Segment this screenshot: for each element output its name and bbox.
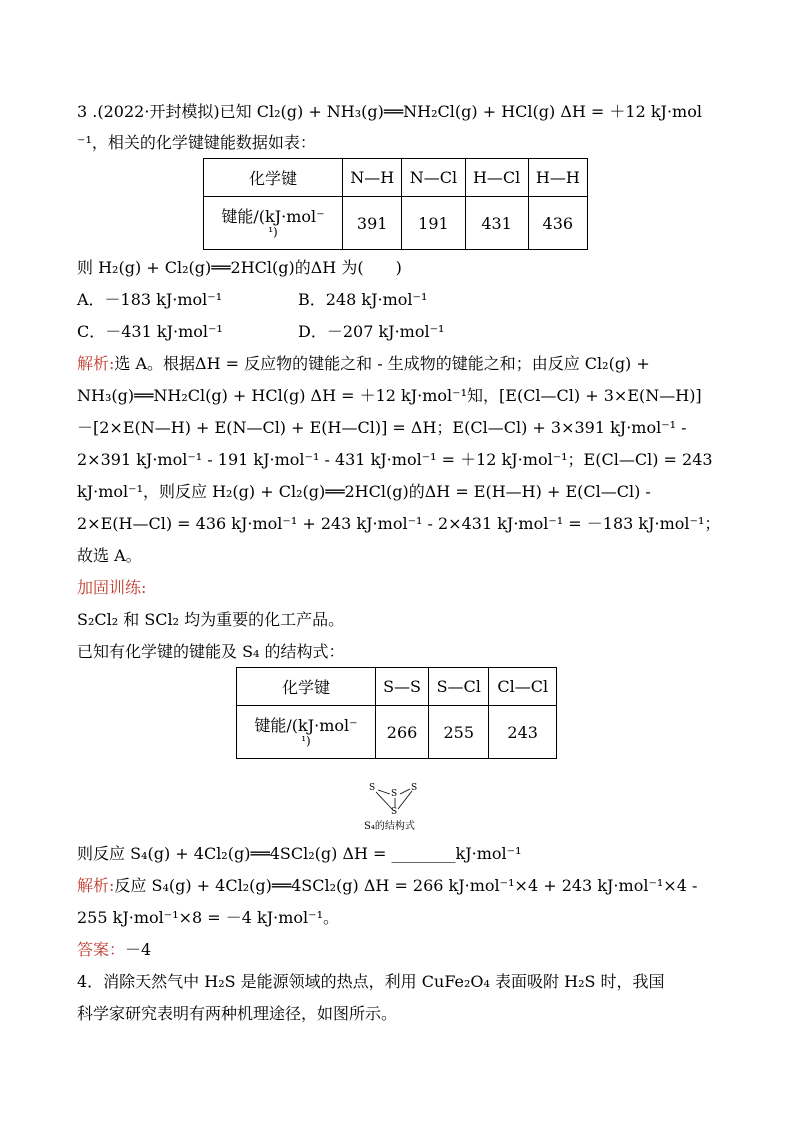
table-header-cell: S—S	[376, 668, 429, 706]
table-header-cell: H—H	[528, 159, 587, 197]
table-header-cell: N—Cl	[402, 159, 465, 197]
structure-caption: S₄的结构式	[364, 821, 415, 832]
q3-analysis-line7: 故选 A。	[77, 546, 142, 565]
row-label-line1: 键能/(kJ·mol⁻	[221, 207, 325, 226]
sulfur-atom: S	[369, 783, 376, 793]
analysis-label: 解析:	[77, 876, 115, 895]
q3-stem-line2: ⁻¹，相关的化学键键能数据如表：	[77, 133, 316, 152]
sulfur-atom: S	[391, 789, 398, 799]
table-header-row	[204, 159, 588, 197]
q3-stem-line1: 3 .(2022·开封模拟)已知 Cl₂(g) + NH₃(g)══NH₂Cl(g) + HCl(g) ΔH = ＋12 kJ·mol	[77, 102, 702, 121]
table-header-cell: 化学键	[204, 159, 343, 197]
table-row	[237, 706, 557, 759]
q3-bond-table	[203, 158, 588, 250]
q3-analysis-line3: －[2×E(N—H) + E(N—Cl) + E(H—Cl)] = ΔH；E(Cl—Cl) + 3×391 kJ·mol⁻¹ -	[77, 418, 687, 437]
table-header-cell: N—H	[343, 159, 402, 197]
analysis-text: 反应 S₄(g) + 4Cl₂(g)══4SCl₂(g) ΔH = 266 kJ·mol⁻¹×4 + 243 kJ·mol⁻¹×4 -	[114, 876, 698, 895]
q3-analysis-line6: 2×E(H—Cl) = 436 kJ·mol⁻¹ + 243 kJ·mol⁻¹ - 2×431 kJ·mol⁻¹ = －183 kJ·mol⁻¹；	[77, 514, 721, 533]
table-cell: 266	[376, 706, 429, 759]
row-label-line2: ¹)	[268, 225, 278, 239]
bond-line	[376, 792, 392, 809]
q3-analysis-line4: 2×391 kJ·mol⁻¹ - 191 kJ·mol⁻¹ - 431 kJ·mol⁻¹ = ＋12 kJ·mol⁻¹；E(Cl—Cl) = 243	[77, 450, 713, 469]
table-cell: 191	[402, 197, 465, 250]
q3-option-c: C．－431 kJ·mol⁻¹	[77, 322, 223, 341]
table-cell: 243	[489, 706, 557, 759]
s4-structure-figure	[360, 780, 432, 838]
table-row-label	[237, 706, 376, 759]
row-label-line1: 键能/(kJ·mol⁻	[254, 716, 358, 735]
practice-analysis-line1	[77, 875, 727, 897]
q4-line1: 4．消除天然气中 H₂S 是能源领域的热点，利用 CuFe₂O₄ 表面吸附 H₂S 时，我国	[77, 972, 665, 991]
practice-question: 则反应 S₄(g) + 4Cl₂(g)══4SCl₂(g) ΔH = ________kJ·mol⁻¹	[77, 844, 522, 863]
answer-label: 答案：	[77, 940, 126, 959]
table-header-cell: H—Cl	[465, 159, 528, 197]
practice-line1: S₂Cl₂ 和 SCl₂ 均为重要的化工产品。	[77, 610, 345, 629]
analysis-label: 解析:	[77, 354, 115, 373]
table-header-cell: Cl—Cl	[489, 668, 557, 706]
q4-line2: 科学家研究表明有两种机理途径，如图所示。	[77, 1004, 398, 1023]
q3-question: 则 H₂(g) + Cl₂(g)══2HCl(g)的ΔH 为( )	[77, 258, 402, 277]
bond-line	[400, 789, 410, 794]
table-cell: 431	[465, 197, 528, 250]
table-cell: 436	[528, 197, 587, 250]
practice-line2: 已知有化学键的键能及 S₄ 的结构式：	[77, 642, 345, 661]
bond-line	[378, 790, 390, 794]
practice-analysis-line2: 255 kJ·mol⁻¹×8 = －4 kJ·mol⁻¹。	[77, 908, 340, 927]
table-header-cell: 化学键	[237, 668, 376, 706]
table-header-row	[237, 668, 557, 706]
table-row-label	[204, 197, 343, 250]
sulfur-atom: S	[391, 807, 398, 817]
q3-analysis-line5: kJ·mol⁻¹，则反应 H₂(g) + Cl₂(g)══2HCl(g)的ΔH = E(H—H) + E(Cl—Cl) -	[77, 482, 651, 501]
answer-value: －4	[125, 940, 152, 959]
table-cell: 391	[343, 197, 402, 250]
q3-option-b: B．248 kJ·mol⁻¹	[298, 290, 428, 309]
q3-analysis-line1	[77, 353, 727, 375]
practice-answer	[77, 939, 727, 961]
q3-analysis-line2: NH₃(g)══NH₂Cl(g) + HCl(g) ΔH = ＋12 kJ·mol⁻¹知，[E(Cl—Cl) + 3×E(N—H)]	[77, 386, 702, 405]
table-header-cell: S—Cl	[429, 668, 489, 706]
sulfur-atom: S	[411, 783, 418, 793]
analysis-text: 选 A。根据ΔH = 反应物的键能之和 - 生成物的键能之和；由反应 Cl₂(g) +	[114, 354, 650, 373]
table-cell: 255	[429, 706, 489, 759]
row-label-line2: ¹)	[301, 734, 311, 748]
q3-option-d: D．－207 kJ·mol⁻¹	[298, 322, 445, 341]
table-row	[204, 197, 588, 250]
practice-bond-table	[236, 667, 557, 759]
q3-option-a: A．－183 kJ·mol⁻¹	[77, 290, 223, 309]
practice-heading: 加固训练:	[77, 578, 147, 597]
